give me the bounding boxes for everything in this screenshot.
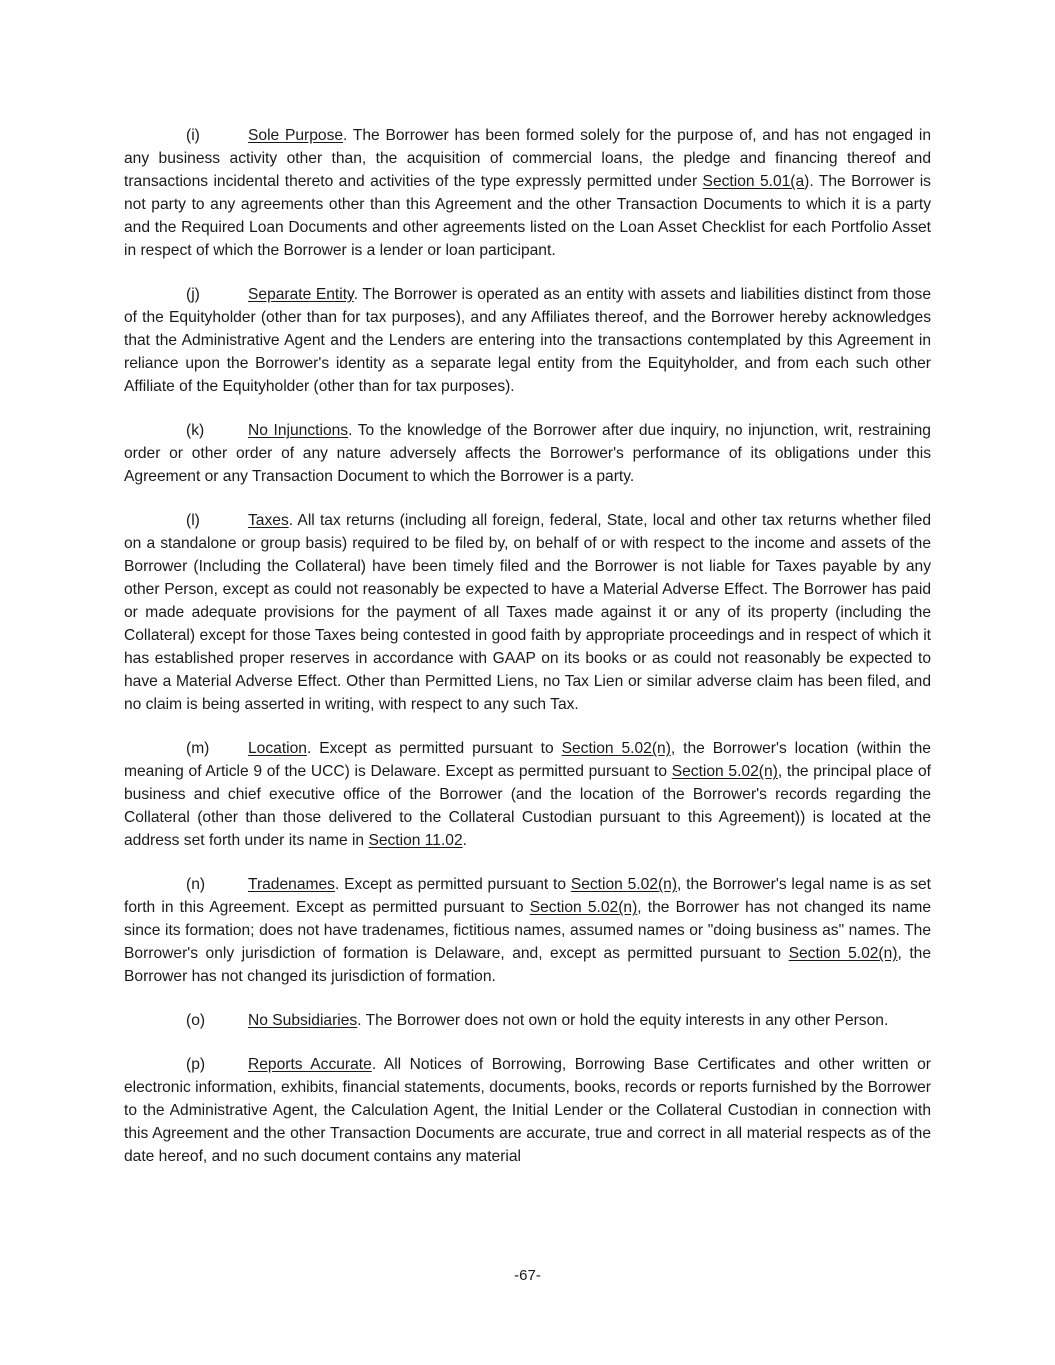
section-heading: No Injunctions [248,422,349,439]
section-text: . The Borrower does not own or hold the equity interests in any other Person. [357,1012,889,1029]
cross-reference: Section 5.02(n) [529,899,638,916]
cross-reference: Section 5.02(n) [561,740,671,757]
cross-reference: Section 11.02 [368,832,463,849]
section-number: (i) [186,127,200,144]
cross-reference: Section 5.02(n) [788,945,898,962]
section-text: , the Borrower's legal name is as set forth in this Agreement. Except as permitted pursuant to [124,876,931,916]
document-body [124,124,931,1189]
page-number: -67- [514,1267,541,1284]
section-heading: Taxes [248,512,289,529]
section-text: . [462,832,467,849]
section-text: . Except as permitted pursuant to [306,740,562,757]
section-number: (l) [186,512,200,529]
section-p [124,1053,931,1168]
cross-reference: Section 5.02(n) [570,876,678,893]
section-heading: Separate Entity [248,286,354,303]
section-number: (j) [186,286,200,303]
section-text: , the Borrower has not changed its jurisdiction of formation. [124,945,931,985]
section-number: (o) [186,1012,206,1029]
section-k [124,419,931,488]
cross-reference: Section 5.02(n) [671,763,778,780]
section-number: (k) [186,422,205,439]
section-heading: Sole Purpose [248,127,344,144]
section-n [124,873,931,988]
section-number: (m) [186,740,210,757]
section-text: . The Borrower is operated as an entity with assets and liabilities distinct from those of the Equityholder (other than for tax purposes), and any Affiliates thereof, and the Borrower hereby acknowledges that the Administrative Agent and the Lenders are entering into the transactions contemplated by this Agreement in reliance upon the Borrower's identity as a separate legal entity from the Equityholder, and from each such other Affiliate of the Equityholder (other than for tax purposes). [124,286,932,395]
section-o [124,1009,931,1032]
section-number: (p) [186,1056,206,1073]
section-heading: Reports Accurate [248,1056,372,1073]
section-j [124,283,931,398]
cross-reference: Section 5.01(a [702,173,805,190]
section-text: . All Notices of Borrowing, Borrowing Base Certificates and other written or electronic information, exhibits, financial statements, documents, books, records or reports furnished by the Borrower to the Administrative Agent, the Calculation Agent, the Initial Lender or the Collateral Custodian in connection with this Agreement and the other Transaction Documents are accurate, true and correct in all material respects as of the date hereof, and no such document contains any material [124,1056,931,1165]
section-text: . All tax returns (including all foreign, federal, State, local and other tax returns whether filed on a standalone or group basis) required to be filed by, on behalf of or with respect to the income and assets of the Borrower (Including the Collateral) have been timely filed and the Borrower is not liable for Taxes payable by any other Person, except as could not reasonably be expected to have a Material Adverse Effect. The Borrower has paid or made adequate provisions for the payment of all Taxes made against it or any of its property (including the Collateral) except for those Taxes being contested in good faith by appropriate proceedings and in respect of which it has established proper reserves in accordance with GAAP on its books or as could not reasonably be expected to have a Material Adverse Effect. Other than Permitted Liens, no Tax Lien or similar adverse claim has been filed, and no claim is being asserted in writing, with respect to any such Tax. [124,512,931,713]
section-m [124,737,931,852]
section-text: . Except as permitted pursuant to [334,876,571,893]
section-number: (n) [186,876,206,893]
section-text: . To the knowledge of the Borrower after due inquiry, no injunction, writ, restraining order or other order of any nature adversely affects the Borrower's performance of its obligations under this Agreement or any Transaction Document to which the Borrower is a party. [124,422,931,485]
section-text: , the Borrower has not changed its name since its formation; does not have tradenames, fictitious names, assumed names or "doing business as" names. The Borrower's only jurisdiction of formation is Delaware, and, except as permitted pursuant to [124,899,931,962]
section-text: , the principal place of business and chief executive office of the Borrower (and the location of the Borrower's records regarding the Collateral (other than those delivered to the Collateral Custodian pursuant to this Agreement)) is located at the address set forth under its name in [124,763,931,849]
section-i [124,124,931,262]
section-text: , the Borrower's location (within the meaning of Article 9 of the UCC) is Delaware. Except as permitted pursuant to [124,740,931,780]
section-heading: Tradenames [248,876,335,893]
section-heading: No Subsidiaries [248,1012,358,1029]
section-heading: Location [248,740,307,757]
section-l [124,509,931,716]
section-text: . The Borrower has been formed solely for the purpose of, and has not engaged in any business activity other than, the acquisition of commercial loans, the pledge and financing thereof and transactions incidental thereto and activities of the type expressly permitted under [124,127,931,190]
section-text: ). The Borrower is not party to any agreements other than this Agreement and the other Transaction Documents to which it is a party and the Required Loan Documents and other agreements listed on the Loan Asset Checklist for each Portfolio Asset in respect of which the Borrower is a lender or loan participant. [124,173,931,259]
